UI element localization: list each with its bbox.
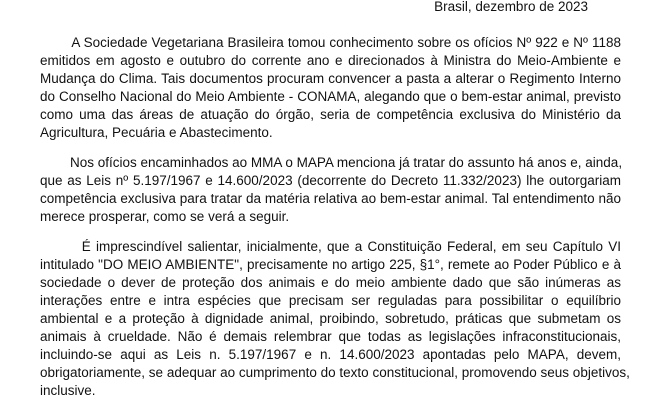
paragraph-1 [40, 34, 621, 142]
paragraph-line: inclusive. [40, 383, 96, 398]
paragraph-line: A Sociedade Vegetariana Brasileira tomou conhecimento sobre os ofícios Nº 922 e Nº 1188 [40, 35, 621, 50]
paragraph-line: como uma das áreas de atuação do órgão, seria de competência exclusiva do Ministério da [40, 107, 621, 122]
paragraph-line: interações entre e intra espécies que precisam ser reguladas para possibilitar o equilíbrio [40, 293, 621, 308]
paragraph-line: obrigatoriamente, se adequar ao cumprimento do texto constitucional, promovendo seus objetivos, [40, 365, 630, 380]
paragraph-line: animais à crueldade. Não é demais relembrar que todas as legislações infraconstitucionais, [40, 329, 621, 344]
paragraph-line: competência exclusiva para tratar da matéria relativa ao bem-estar animal. Tal entendimento não [40, 191, 621, 206]
paragraph-line: ambiental e a proteção à dignidade animal, proibindo, sobretudo, práticas que submetam os [40, 311, 621, 326]
paragraph-line: sociedade o dever de proteção dos animais e do meio ambiente dado que são inúmeras as [40, 275, 621, 290]
paragraph-line: É imprescindível salientar, inicialmente, que a Constituição Federal, em seu Capítulo VI [40, 239, 621, 254]
paragraph-line: que as Leis nº 5.197/1967 e 14.600/2023 (decorrente do Decreto 11.332/2023) lhe outorgariam [40, 173, 621, 188]
paragraph-line: incluindo-se aqui as Leis n. 5.197/1967 e n. 14.600/2023 apontadas pelo MAPA, devem, [40, 347, 621, 362]
paragraph-line: merece prosperar, como se verá a seguir. [40, 209, 290, 224]
place-date: Brasil, dezembro de 2023 [434, 0, 588, 14]
paragraph-2 [40, 154, 621, 226]
paragraph-line: Nos ofícios encaminhados ao MMA o MAPA menciona já tratar do assunto há anos e, ainda, [40, 155, 623, 170]
paragraph-line: intitulado "DO MEIO AMBIENTE", precisamente no artigo 225, §1°, remete ao Poder Público e à [40, 257, 621, 272]
paragraph-line: Agricultura, Pecuária e Abastecimento. [40, 125, 273, 140]
paragraph-3 [40, 238, 630, 400]
paragraph-line: emitidos em agosto e outubro do corrente ano e direcionados à Ministra do Meio-Ambiente e [40, 53, 621, 68]
paragraph-line: do Conselho Nacional do Meio Ambiente - CONAMA, alegando que o bem-estar animal, previsto [40, 89, 621, 104]
paragraph-line: Mudança do Clima. Tais documentos procuram convencer a pasta a alterar o Regimento Interno [40, 71, 621, 86]
